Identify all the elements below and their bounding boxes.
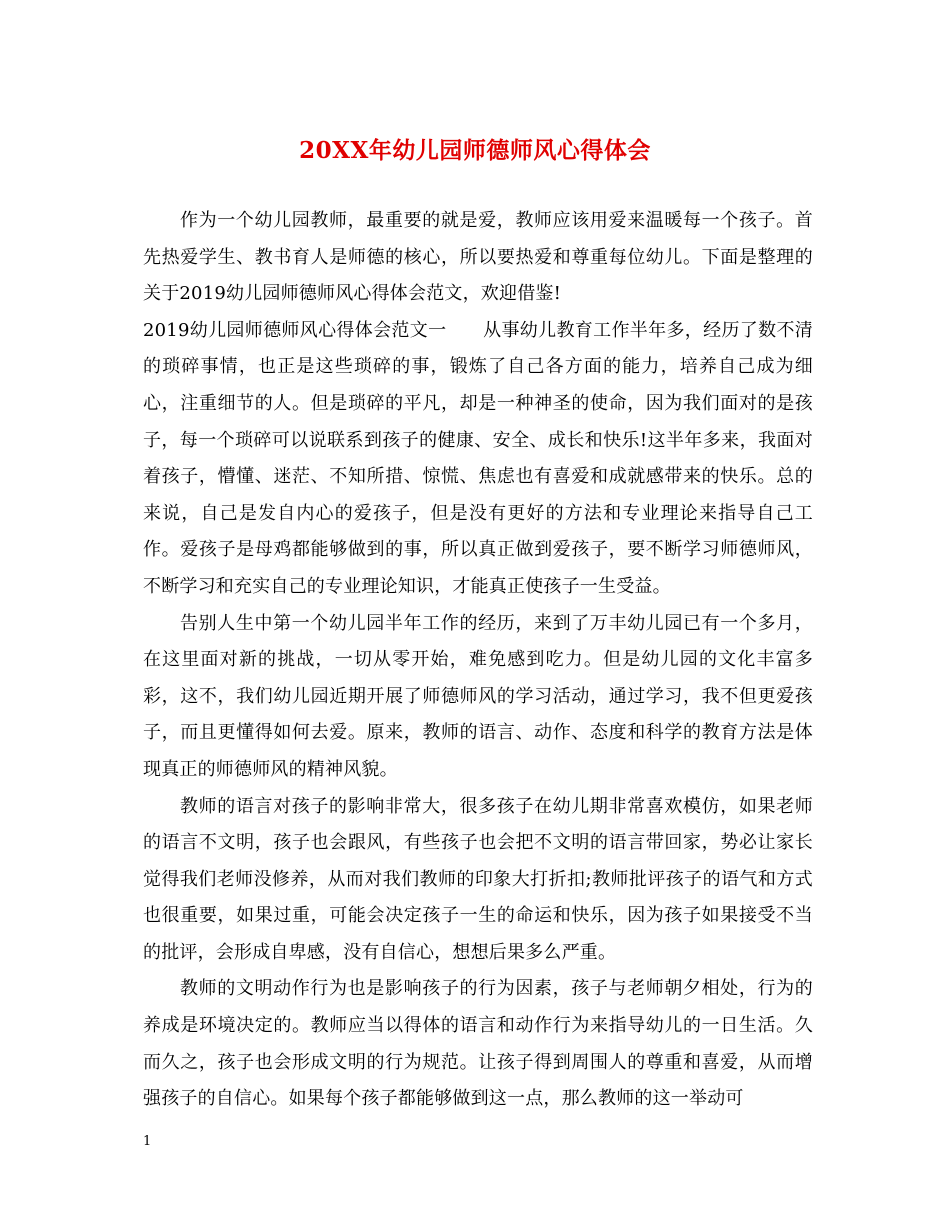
paragraph-essay-one: 2019幼儿园师德师风心得体会范文一 从事幼儿教育工作半年多，经历了数不清的琐碎事情，也正是这些琐碎的事，锻炼了自己各方面的能力，培养自己成为细心，注重细节的人。但是琐碎的平凡，却是一种神圣的使命，因为我们面对的是孩子，每一个琐碎可以说联系到孩子的健康、安全、成长和快乐!这半年多来，我面对着孩子，懵懂、迷茫、不知所措、惊慌、焦虑也有喜爱和成就感带来的快乐。总的来说，自己是发自内心的爱孩子，但是没有更好的方法和专业理论来指导自己工作。爱孩子是母鸡都能够做到的事，所以真正做到爱孩子，要不断学习师德师风，不断学习和充实自己的专业理论知识，才能真正使孩子一生受益。	[143, 319, 813, 597]
paragraph-teacher-language: 教师的语言对孩子的影响非常大，很多孩子在幼儿期非常喜欢模仿，如果老师的语言不文明，孩子也会跟风，有些孩子也会把不文明的语言带回家，势必让家长觉得我们老师没修养，从而对我们教师的印象大打折扣;教师批评孩子的语气和方式也很重要，如果过重，可能会决定孩子一生的命运和快乐，因为孩子如果接受不当的批评，会形成自卑感，没有自信心，想想后果多么严重。	[143, 795, 813, 963]
paragraph-intro: 作为一个幼儿园教师，最重要的就是爱，教师应该用爱来温暖每一个孩子。首先热爱学生、教书育人是师德的核心，所以要热爱和尊重每位幼儿。下面是整理的关于2019幼儿园师德师风心得体会范文，欢迎借鉴!	[143, 210, 813, 305]
page-number: 1	[143, 1134, 152, 1149]
document-title: 20XX年幼儿园师德师风心得体会	[299, 137, 651, 164]
paragraph-farewell: 告别人生中第一个幼儿园半年工作的经历，来到了万丰幼儿园已有一个多月，在这里面对新的挑战，一切从零开始，难免感到吃力。但是幼儿园的文化丰富多彩，这不，我们幼儿园近期开展了师德师风的学习活动，通过学习，我不但更爱孩子，而且更懂得如何去爱。原来，教师的语言、动作、态度和科学的教育方法是体现真正的师德师风的精神风貌。	[143, 612, 813, 780]
document-body	[143, 203, 813, 1118]
paragraph-teacher-behavior: 教师的文明动作行为也是影响孩子的行为因素，孩子与老师朝夕相处，行为的养成是环境决定的。教师应当以得体的语言和动作行为来指导幼儿的一日生活。久而久之，孩子也会形成文明的行为规范。让孩子得到周围人的尊重和喜爱，从而增强孩子的自信心。如果每个孩子都能够做到这一点，那么教师的这一举动可	[143, 978, 813, 1110]
